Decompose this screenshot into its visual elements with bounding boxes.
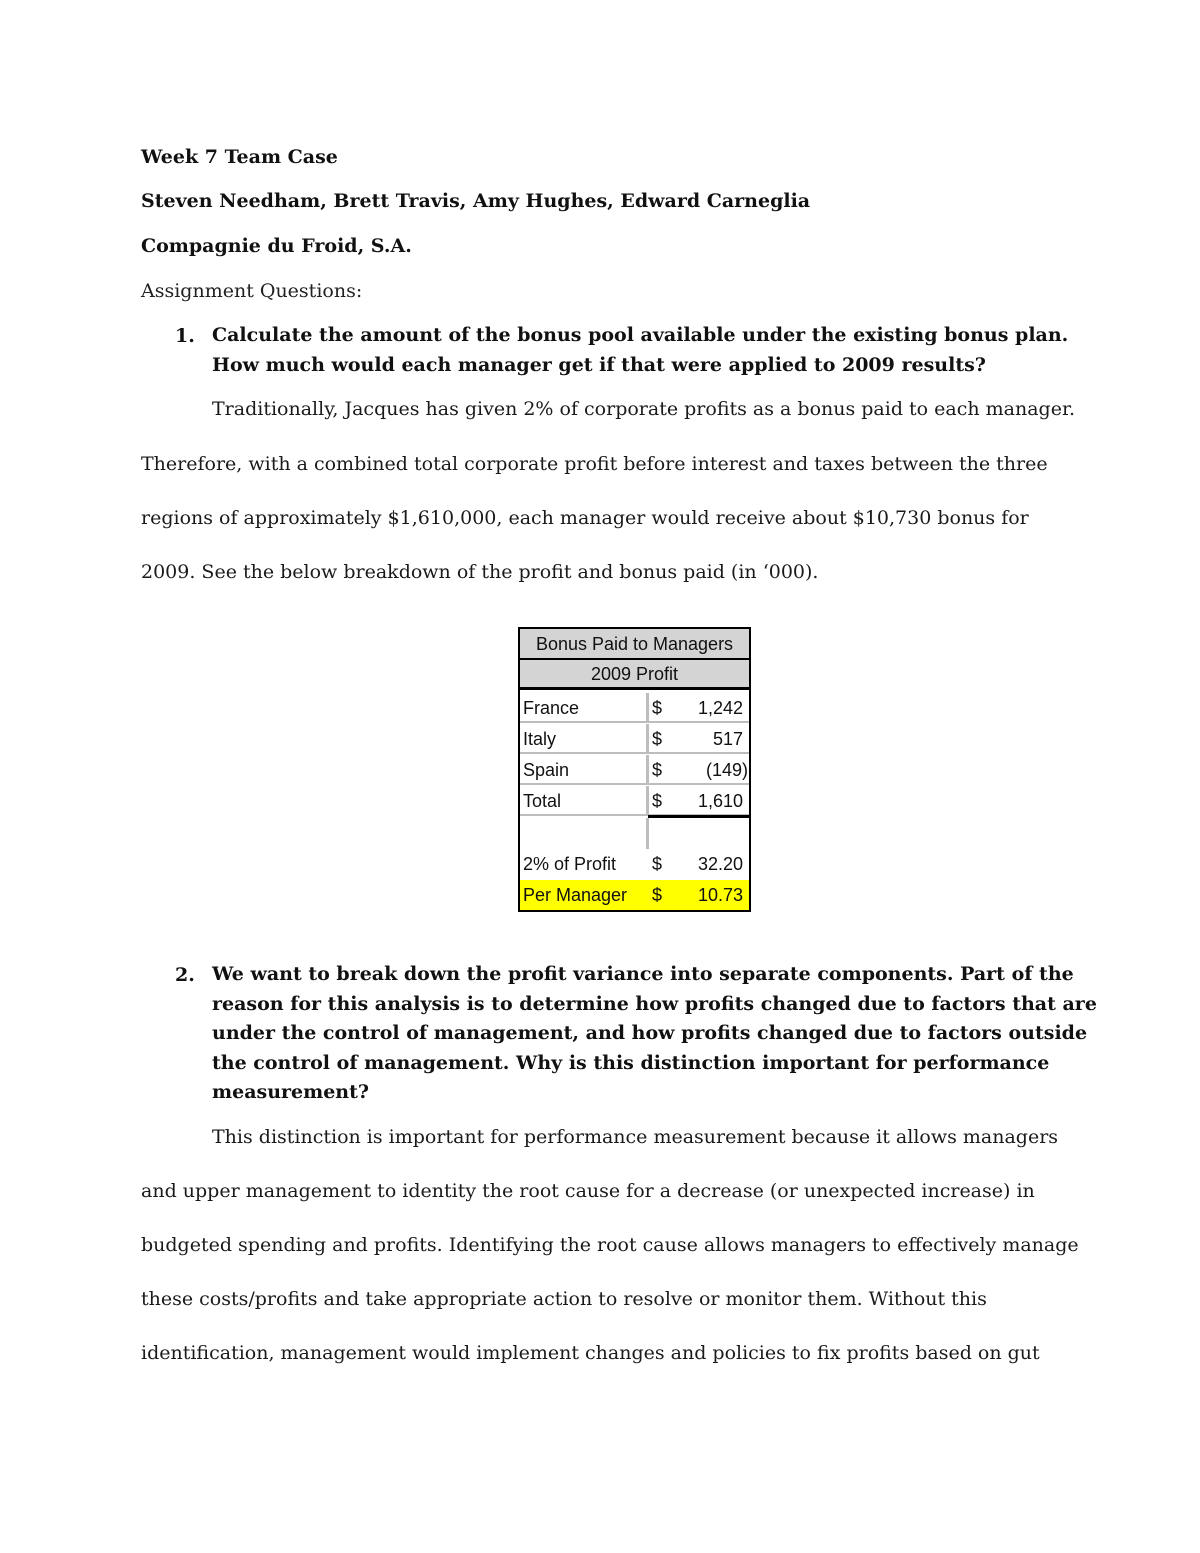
row-value: (149) [705,760,748,780]
question-2-text [212,960,1097,1108]
row-label: France [523,698,580,718]
table-row-spacer [520,818,749,849]
question-2-line: reason for this analysis is to determine how profits changed due to factors that are [212,992,1097,1015]
question-2-line: measurement? [212,1081,370,1103]
row-value: 1,242 [697,698,743,718]
table-row-highlight [520,880,749,910]
row-label: Per Manager [523,885,628,905]
question-2-number: 2. [175,964,195,986]
question-2-line: under the control of management, and how profits changed due to factors outside [212,1022,1088,1044]
table-row [520,724,749,754]
answer-2-line: budgeted spending and profits. Identifying the root cause allows managers to effectively manage [141,1234,1079,1256]
table-row [520,755,749,785]
bonus-table [518,627,751,912]
question-2-line: We want to break down the profit variance into separate components. Part of the [212,963,1074,985]
row-value: 517 [712,729,743,749]
doc-authors: Steven Needham, Brett Travis, Amy Hughes, Edward Carneglia [141,190,811,212]
answer-1-line: regions of approximately $1,610,000, each manager would receive about $10,730 bonus for [141,507,1029,529]
question-1-number: 1. [175,325,195,347]
row-currency: $ [652,698,663,718]
row-currency: $ [652,791,663,811]
row-label: Italy [523,729,557,749]
row-value: 10.73 [697,885,743,905]
question-2-line: the control of management. Why is this distinction important for performance [212,1051,1050,1074]
question-1-text [212,321,1072,380]
row-value: 32.20 [697,854,743,874]
answer-2-line: and upper management to identity the root cause for a decrease (or unexpected increase) in [141,1180,1035,1202]
question-1-line: How much would each manager get if that were applied to 2009 results? [212,353,986,376]
answer-1-line: Traditionally, Jacques has given 2% of corporate profits as a bonus paid to each manager. [212,398,1075,420]
table-row [520,693,749,723]
table-subtitle: 2009 Profit [520,660,749,690]
row-currency: $ [652,854,663,874]
table-row [520,849,749,879]
row-currency: $ [652,729,663,749]
doc-company: Compagnie du Froid, S.A. [141,235,412,257]
answer-2-line: This distinction is important for performance measurement because it allows managers [212,1126,1059,1148]
answer-1-line: 2009. See the below breakdown of the profit and bonus paid (in ‘000). [141,561,819,583]
row-currency: $ [652,885,663,905]
row-value: 1,610 [697,791,743,811]
question-1-line: Calculate the amount of the bonus pool available under the existing bonus plan. [212,324,1069,346]
answer-1-line: Therefore, with a combined total corporate profit before interest and taxes between the three [141,453,1048,475]
table-title: Bonus Paid to Managers [520,629,749,660]
answer-2-line: these costs/profits and take appropriate action to resolve or monitor them. Without this [141,1288,987,1310]
row-label: Spain [523,760,570,780]
row-currency: $ [652,760,663,780]
section-label: Assignment Questions: [141,280,363,302]
table-row-total [520,786,749,816]
doc-title: Week 7 Team Case [141,146,338,168]
answer-2-line: identification, management would implement changes and policies to fix profits based on gut [141,1342,1040,1364]
row-label: Total [523,791,562,811]
row-label: 2% of Profit [523,854,617,874]
